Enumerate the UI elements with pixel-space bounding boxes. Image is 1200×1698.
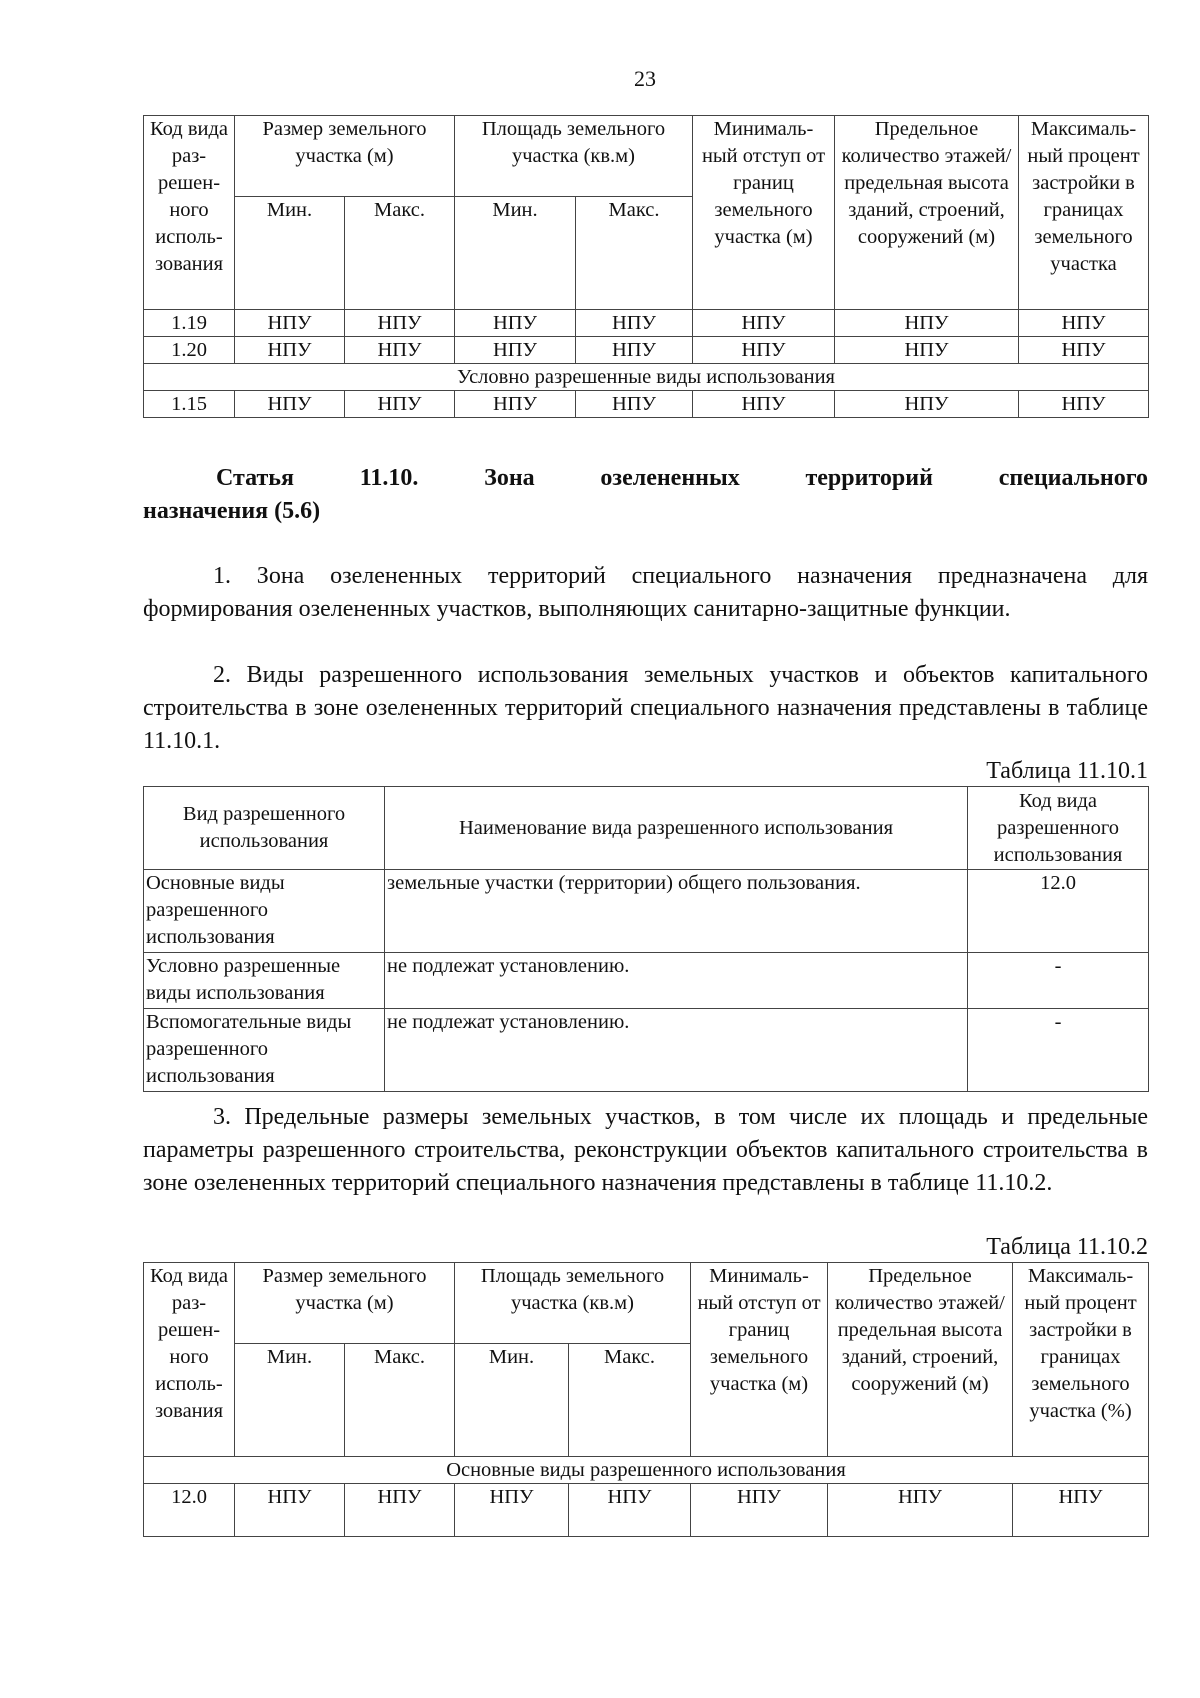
header-cell: Вид разрешенного использования [144,787,385,870]
params-table-continued [143,115,1149,418]
header-max: Макс. [345,1344,455,1457]
header-floors: Предельное количество этажей/ предельная высота зданий, строений, сооружений (м) [835,116,1019,310]
header-cell: Код вида разрешенного использования [968,787,1149,870]
table-cell: НПУ [576,391,693,418]
header-max-percent: Максималь- ный процент застройки в границах земельного участка [1019,116,1149,310]
table-cell: НПУ [576,310,693,337]
table-cell: Условно разрешенные виды использования [144,953,385,1009]
table-cell: НПУ [1019,310,1149,337]
table-cell: НПУ [828,1484,1013,1537]
table-cell: НПУ [691,1484,828,1537]
table-cell: - [968,953,1149,1009]
table-row [144,953,1149,1009]
paragraph-text: 2. Виды разрешенного использования земельных участков и объектов капитального строительства в зоне озелененных территорий специального назначения представлены в таблице 11.10.1. [143,662,1148,754]
header-min-offset: Минималь- ный отступ от границ земельного участка (м) [691,1263,828,1457]
table-cell: НПУ [455,310,576,337]
table-cell: 1.20 [144,337,235,364]
table-section-row [144,364,1149,391]
header-plot-area: Площадь земельного участка (кв.м) [455,1263,691,1344]
header-plot-size: Размер земельного участка (м) [235,116,455,197]
header-max-percent: Максималь- ный процент застройки в границах земельного участка (%) [1013,1263,1149,1457]
header-code: Код вида раз- решен- ного исполь- зования [144,116,235,310]
page-number: 23 [634,66,656,91]
table-cell: НПУ [235,391,345,418]
table-row [144,1009,1149,1092]
table-cell: 12.0 [968,870,1149,953]
table-row [144,1484,1149,1537]
header-min: Мин. [455,197,576,310]
header-max: Макс. [569,1344,691,1457]
table-row [144,310,1149,337]
header-min-offset: Минималь- ный отступ от границ земельного участка (м) [693,116,835,310]
paragraph-text: 1. Зона озелененных территорий специального назначения предназначена для формирования озелененных участков, выполняющих санитарно-защитные функции. [143,563,1148,622]
table-cell: НПУ [693,310,835,337]
table-row [144,337,1149,364]
header-code: Код вида раз- решен- ного исполь- зования [144,1263,235,1457]
header-cell: Наименование вида разрешенного использования [385,787,968,870]
header-min: Мин. [235,1344,345,1457]
table-cell: НПУ [455,337,576,364]
header-plot-size: Размер земельного участка (м) [235,1263,455,1344]
table-row [144,391,1149,418]
table-cell: Основные виды разрешенного использования [144,870,385,953]
header-max: Макс. [345,197,455,310]
table-cell: НПУ [835,391,1019,418]
params-table [143,1262,1149,1537]
table-cell: - [968,1009,1149,1092]
header-min: Мин. [455,1344,569,1457]
table-cell: Вспомогательные виды разрешенного использования [144,1009,385,1092]
table-cell: НПУ [455,391,576,418]
table-cell: НПУ [235,337,345,364]
header-plot-area: Площадь земельного участка (кв.м) [455,116,693,197]
article-heading-line2: назначения (5.6) [143,498,321,524]
table-cell: 1.19 [144,310,235,337]
table-cell: НПУ [345,310,455,337]
table-cell: НПУ [1019,337,1149,364]
header-floors: Предельное количество этажей/ предельная высота зданий, строений, сооружений (м) [828,1263,1013,1457]
table-cell: НПУ [835,310,1019,337]
table-cell: НПУ [1013,1484,1149,1537]
table-cell: не подлежат установлению. [385,1009,968,1092]
table-cell: НПУ [235,1484,345,1537]
article-heading-line1: Статья 11.10. Зона озелененных территорий специального [216,465,1148,491]
table-row [144,870,1149,953]
paragraph-3 [143,1101,1148,1200]
table-cell: 12.0 [144,1484,235,1537]
table-cell: не подлежат установлению. [385,953,968,1009]
table-cell: НПУ [345,391,455,418]
paragraph-2 [143,659,1148,758]
table-cell: НПУ [455,1484,569,1537]
table-cell: НПУ [576,337,693,364]
table-cell: НПУ [345,1484,455,1537]
table-cell: НПУ [569,1484,691,1537]
table-cell: НПУ [235,310,345,337]
table-cell: 1.15 [144,391,235,418]
table-cell: земельные участки (территории) общего пользования. [385,870,968,953]
paragraph-1 [143,560,1148,626]
table-caption-2: Таблица 11.10.2 [986,1234,1148,1260]
section-label: Условно разрешенные виды использования [144,364,1149,391]
table-cell: НПУ [345,337,455,364]
zones-table [143,786,1149,1092]
table-cell: НПУ [693,337,835,364]
section-label: Основные виды разрешенного использования [144,1457,1149,1484]
table-cell: НПУ [693,391,835,418]
paragraph-text: 3. Предельные размеры земельных участков, в том числе их площадь и предельные параметры разрешенного строительства, реконструкции объектов капитального строительства в зоне озелененных территорий специального назначения представлены в таблице 11.10.2. [143,1104,1148,1196]
table-caption-1: Таблица 11.10.1 [986,758,1148,784]
header-min: Мин. [235,197,345,310]
table-cell: НПУ [835,337,1019,364]
header-max: Макс. [576,197,693,310]
table-cell: НПУ [1019,391,1149,418]
table-section-row [144,1457,1149,1484]
